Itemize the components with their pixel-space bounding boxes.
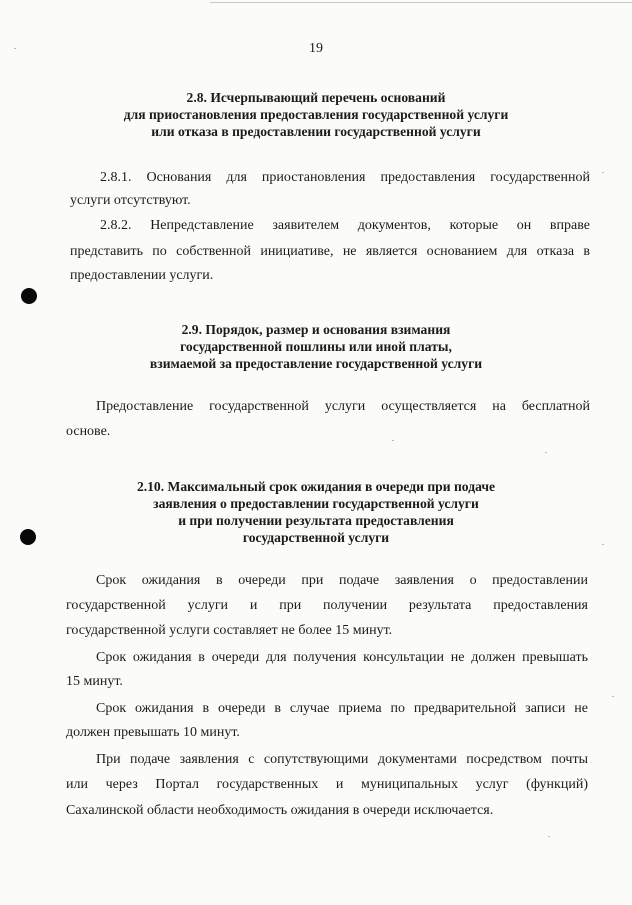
scan-speck <box>392 440 394 441</box>
scan-speck <box>14 48 16 49</box>
section-2-10-heading <box>0 478 632 546</box>
scan-speck <box>602 544 604 545</box>
paragraph-line: Сахалинской области необходимость ожидания в очереди исключается. <box>66 803 494 818</box>
heading-line: государственной услуги <box>242 530 390 545</box>
paragraph-line: представить по собственной инициативе, не является основанием для отказа в <box>70 244 590 259</box>
paragraph-line: государственной услуги составляет не более 15 минут. <box>66 623 393 638</box>
paragraph-line: услуги отсутствуют. <box>70 193 191 208</box>
heading-line: государственной пошлины или иной платы, <box>180 339 452 354</box>
heading-line: для приостановления предоставления государственной услуги <box>123 107 509 122</box>
paragraph-line: Предоставление государственной услуги осуществляется на бесплатной <box>96 399 590 414</box>
paragraph-line: Срок ожидания в очереди для получения консультации не должен превышать <box>96 650 588 665</box>
heading-line: 2.10. Максимальный срок ожидания в очереди при подаче <box>136 479 496 494</box>
heading-line: 2.9. Порядок, размер и основания взимания <box>181 322 451 337</box>
paragraph-line: государственной услуги и при получении результата предоставления <box>66 598 588 613</box>
punch-hole <box>20 529 36 545</box>
paragraph-line: Срок ожидания в очереди при подаче заявления о предоставлении <box>96 573 588 588</box>
scan-edge-line <box>210 2 632 3</box>
section-2-9-heading <box>0 321 632 372</box>
punch-hole <box>21 288 37 304</box>
section-2-8-heading <box>0 89 632 140</box>
scan-speck <box>612 696 614 697</box>
paragraph-line: или через Портал государственных и муниципальных услуг (функций) <box>66 777 588 792</box>
heading-line: или отказа в предоставлении государственной услуги <box>151 124 481 139</box>
paragraph-line: 2.8.2. Непредставление заявителем документов, которые он вправе <box>100 218 590 233</box>
paragraph-line: должен превышать 10 минут. <box>66 725 240 740</box>
heading-line: и при получении результата предоставления <box>178 513 454 528</box>
heading-line: взимаемой за предоставление государственной услуги <box>149 356 483 371</box>
scan-speck <box>545 452 547 453</box>
page-number: 19 <box>309 41 323 56</box>
scan-speck <box>548 836 550 837</box>
paragraph-line: основе. <box>66 424 111 439</box>
paragraph-line: 15 минут. <box>66 674 123 689</box>
paragraph-line: 2.8.1. Основания для приостановления предоставления государственной <box>100 170 590 185</box>
paragraph-line: При подаче заявления с сопутствующими документами посредством почты <box>96 752 588 767</box>
paragraph-line: Срок ожидания в очереди в случае приема по предварительной записи не <box>96 701 588 716</box>
heading-line: 2.8. Исчерпывающий перечень оснований <box>186 90 446 105</box>
heading-line: заявления о предоставлении государственной услуги <box>153 496 479 511</box>
paragraph-line: предоставлении услуги. <box>70 268 214 283</box>
scan-speck <box>602 172 604 173</box>
